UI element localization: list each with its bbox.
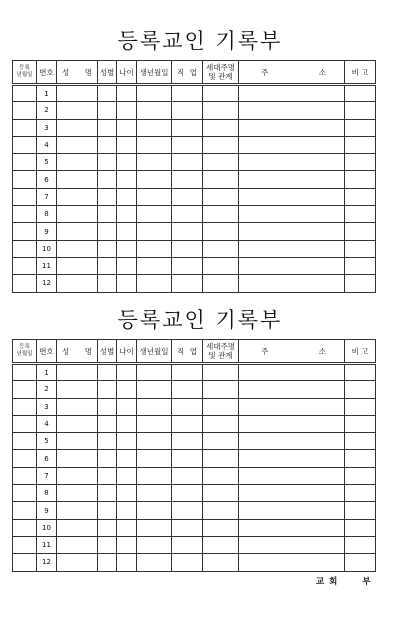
blank-cell bbox=[57, 171, 98, 188]
blank-cell bbox=[137, 364, 172, 381]
row-number: 8 bbox=[37, 485, 57, 502]
row-number: 1 bbox=[37, 364, 57, 381]
blank-cell bbox=[117, 85, 137, 102]
blank-cell bbox=[13, 85, 37, 102]
col-note: 비 고 bbox=[345, 340, 376, 364]
blank-cell bbox=[172, 188, 203, 205]
row-number: 3 bbox=[37, 398, 57, 415]
blank-cell bbox=[137, 519, 172, 536]
blank-cell bbox=[345, 536, 376, 553]
blank-cell bbox=[239, 519, 345, 536]
header-row bbox=[13, 61, 376, 85]
blank-cell bbox=[137, 467, 172, 484]
blank-cell bbox=[203, 467, 239, 484]
blank-cell bbox=[203, 223, 239, 240]
blank-cell bbox=[137, 206, 172, 223]
blank-cell bbox=[117, 188, 137, 205]
blank-cell bbox=[203, 257, 239, 274]
page-title: 등록교인 기록부 bbox=[117, 308, 283, 332]
blank-cell bbox=[172, 433, 203, 450]
col-address: 주 소 bbox=[239, 61, 345, 85]
blank-cell bbox=[345, 381, 376, 398]
blank-cell bbox=[345, 188, 376, 205]
row-number: 10 bbox=[37, 519, 57, 536]
blank-cell bbox=[57, 206, 98, 223]
col-number: 번호 bbox=[37, 340, 57, 364]
table-row bbox=[13, 467, 376, 484]
blank-cell bbox=[345, 450, 376, 467]
table-row bbox=[13, 257, 376, 274]
blank-cell bbox=[239, 171, 345, 188]
blank-cell bbox=[13, 554, 37, 571]
blank-cell bbox=[239, 433, 345, 450]
col-age: 나이 bbox=[117, 340, 137, 364]
blank-cell bbox=[13, 450, 37, 467]
blank-cell bbox=[13, 467, 37, 484]
blank-cell bbox=[98, 275, 117, 292]
blank-cell bbox=[57, 485, 98, 502]
blank-cell bbox=[239, 154, 345, 171]
blank-cell bbox=[239, 502, 345, 519]
blank-cell bbox=[117, 275, 137, 292]
table-row bbox=[13, 554, 376, 571]
blank-cell bbox=[13, 257, 37, 274]
blank-cell bbox=[172, 206, 203, 223]
blank-cell bbox=[57, 519, 98, 536]
blank-cell bbox=[172, 275, 203, 292]
blank-cell bbox=[98, 398, 117, 415]
table-row bbox=[13, 85, 376, 102]
col-registration-date: 등록 년월일 bbox=[13, 340, 37, 364]
blank-cell bbox=[13, 502, 37, 519]
blank-cell bbox=[172, 398, 203, 415]
blank-cell bbox=[203, 450, 239, 467]
blank-cell bbox=[137, 171, 172, 188]
blank-cell bbox=[172, 364, 203, 381]
blank-cell bbox=[137, 398, 172, 415]
blank-cell bbox=[239, 136, 345, 153]
blank-cell bbox=[13, 519, 37, 536]
blank-cell bbox=[98, 257, 117, 274]
blank-cell bbox=[137, 415, 172, 432]
blank-cell bbox=[239, 554, 345, 571]
blank-cell bbox=[239, 485, 345, 502]
blank-cell bbox=[345, 85, 376, 102]
blank-cell bbox=[57, 433, 98, 450]
blank-cell bbox=[13, 536, 37, 553]
blank-cell bbox=[239, 381, 345, 398]
blank-cell bbox=[172, 415, 203, 432]
blank-cell bbox=[345, 240, 376, 257]
col-gender: 성별 bbox=[98, 61, 117, 85]
blank-cell bbox=[57, 381, 98, 398]
blank-cell bbox=[117, 502, 137, 519]
blank-cell bbox=[203, 275, 239, 292]
register-table bbox=[12, 60, 376, 293]
blank-cell bbox=[203, 364, 239, 381]
blank-cell bbox=[98, 206, 117, 223]
table-row bbox=[13, 119, 376, 136]
blank-cell bbox=[137, 275, 172, 292]
blank-cell bbox=[13, 154, 37, 171]
blank-cell bbox=[203, 154, 239, 171]
blank-cell bbox=[203, 415, 239, 432]
table-row bbox=[13, 154, 376, 171]
row-number: 4 bbox=[37, 415, 57, 432]
blank-cell bbox=[98, 450, 117, 467]
blank-cell bbox=[57, 364, 98, 381]
blank-cell bbox=[117, 467, 137, 484]
blank-cell bbox=[13, 102, 37, 119]
blank-cell bbox=[203, 519, 239, 536]
blank-cell bbox=[137, 554, 172, 571]
col-occupation: 직 업 bbox=[172, 340, 203, 364]
row-number: 11 bbox=[37, 257, 57, 274]
blank-cell bbox=[13, 398, 37, 415]
blank-cell bbox=[57, 398, 98, 415]
blank-cell bbox=[13, 485, 37, 502]
blank-cell bbox=[203, 398, 239, 415]
blank-cell bbox=[172, 102, 203, 119]
blank-cell bbox=[137, 102, 172, 119]
table-row bbox=[13, 206, 376, 223]
col-note: 비 고 bbox=[345, 61, 376, 85]
table-row bbox=[13, 188, 376, 205]
blank-cell bbox=[57, 85, 98, 102]
col-number: 번호 bbox=[37, 61, 57, 85]
blank-cell bbox=[345, 257, 376, 274]
blank-cell bbox=[239, 364, 345, 381]
blank-cell bbox=[203, 85, 239, 102]
footer-suffix: 부 bbox=[362, 577, 372, 587]
blank-cell bbox=[98, 467, 117, 484]
blank-cell bbox=[117, 171, 137, 188]
blank-cell bbox=[172, 554, 203, 571]
blank-cell bbox=[117, 154, 137, 171]
row-number: 2 bbox=[37, 102, 57, 119]
blank-cell bbox=[172, 136, 203, 153]
blank-cell bbox=[117, 119, 137, 136]
blank-cell bbox=[57, 119, 98, 136]
col-age: 나이 bbox=[117, 61, 137, 85]
blank-cell bbox=[172, 119, 203, 136]
blank-cell bbox=[117, 364, 137, 381]
blank-cell bbox=[117, 536, 137, 553]
row-number: 11 bbox=[37, 536, 57, 553]
blank-cell bbox=[203, 381, 239, 398]
blank-cell bbox=[98, 485, 117, 502]
row-number: 12 bbox=[37, 554, 57, 571]
table-row bbox=[13, 519, 376, 536]
blank-cell bbox=[117, 257, 137, 274]
blank-cell bbox=[172, 85, 203, 102]
row-number: 6 bbox=[37, 171, 57, 188]
table-row bbox=[13, 223, 376, 240]
blank-cell bbox=[117, 240, 137, 257]
blank-cell bbox=[345, 223, 376, 240]
blank-cell bbox=[345, 398, 376, 415]
blank-cell bbox=[57, 415, 98, 432]
blank-cell bbox=[13, 206, 37, 223]
blank-cell bbox=[345, 154, 376, 171]
blank-cell bbox=[98, 119, 117, 136]
blank-cell bbox=[98, 502, 117, 519]
blank-cell bbox=[13, 415, 37, 432]
header-row bbox=[13, 340, 376, 364]
blank-cell bbox=[117, 485, 137, 502]
blank-cell bbox=[239, 398, 345, 415]
blank-cell bbox=[117, 450, 137, 467]
blank-cell bbox=[172, 223, 203, 240]
table-row bbox=[13, 485, 376, 502]
blank-cell bbox=[172, 536, 203, 553]
blank-cell bbox=[57, 502, 98, 519]
blank-cell bbox=[239, 467, 345, 484]
blank-cell bbox=[172, 519, 203, 536]
row-number: 6 bbox=[37, 450, 57, 467]
blank-cell bbox=[117, 136, 137, 153]
row-number: 4 bbox=[37, 136, 57, 153]
blank-cell bbox=[172, 502, 203, 519]
blank-cell bbox=[137, 536, 172, 553]
blank-cell bbox=[203, 536, 239, 553]
table-row bbox=[13, 381, 376, 398]
footer-church-label: 교 회 bbox=[316, 577, 339, 587]
blank-cell bbox=[57, 536, 98, 553]
table-row bbox=[13, 136, 376, 153]
blank-cell bbox=[57, 554, 98, 571]
row-number: 2 bbox=[37, 381, 57, 398]
blank-cell bbox=[172, 171, 203, 188]
blank-cell bbox=[98, 240, 117, 257]
blank-cell bbox=[172, 450, 203, 467]
table-row bbox=[13, 536, 376, 553]
register-table bbox=[12, 339, 376, 572]
blank-cell bbox=[172, 240, 203, 257]
blank-cell bbox=[57, 154, 98, 171]
blank-cell bbox=[57, 136, 98, 153]
blank-cell bbox=[172, 381, 203, 398]
blank-cell bbox=[239, 415, 345, 432]
blank-cell bbox=[137, 257, 172, 274]
blank-cell bbox=[345, 554, 376, 571]
blank-cell bbox=[345, 433, 376, 450]
blank-cell bbox=[203, 206, 239, 223]
blank-cell bbox=[13, 364, 37, 381]
blank-cell bbox=[137, 188, 172, 205]
blank-cell bbox=[345, 485, 376, 502]
col-registration-date: 등록 년월일 bbox=[13, 61, 37, 85]
col-address: 주 소 bbox=[239, 340, 345, 364]
blank-cell bbox=[13, 433, 37, 450]
blank-cell bbox=[239, 85, 345, 102]
row-number: 9 bbox=[37, 223, 57, 240]
blank-cell bbox=[13, 381, 37, 398]
blank-cell bbox=[57, 102, 98, 119]
blank-cell bbox=[172, 467, 203, 484]
blank-cell bbox=[98, 136, 117, 153]
blank-cell bbox=[203, 136, 239, 153]
row-number: 10 bbox=[37, 240, 57, 257]
row-number: 8 bbox=[37, 206, 57, 223]
blank-cell bbox=[172, 154, 203, 171]
blank-cell bbox=[137, 223, 172, 240]
blank-cell bbox=[57, 223, 98, 240]
col-name: 성 명 bbox=[57, 340, 98, 364]
table-row bbox=[13, 364, 376, 381]
blank-cell bbox=[57, 275, 98, 292]
blank-cell bbox=[137, 136, 172, 153]
blank-cell bbox=[203, 171, 239, 188]
blank-cell bbox=[98, 433, 117, 450]
blank-cell bbox=[98, 154, 117, 171]
table-row bbox=[13, 240, 376, 257]
blank-cell bbox=[203, 188, 239, 205]
blank-cell bbox=[98, 415, 117, 432]
blank-cell bbox=[203, 554, 239, 571]
blank-cell bbox=[117, 433, 137, 450]
blank-cell bbox=[239, 536, 345, 553]
col-household-head: 세대주명 및 관계 bbox=[203, 61, 239, 85]
blank-cell bbox=[98, 536, 117, 553]
blank-cell bbox=[13, 136, 37, 153]
blank-cell bbox=[117, 415, 137, 432]
blank-cell bbox=[203, 433, 239, 450]
blank-cell bbox=[345, 502, 376, 519]
table-row bbox=[13, 433, 376, 450]
blank-cell bbox=[117, 206, 137, 223]
blank-cell bbox=[345, 206, 376, 223]
blank-cell bbox=[239, 275, 345, 292]
blank-cell bbox=[13, 188, 37, 205]
blank-cell bbox=[239, 188, 345, 205]
blank-cell bbox=[137, 381, 172, 398]
blank-cell bbox=[345, 171, 376, 188]
table-row bbox=[13, 398, 376, 415]
blank-cell bbox=[117, 381, 137, 398]
blank-cell bbox=[345, 467, 376, 484]
blank-cell bbox=[239, 240, 345, 257]
blank-cell bbox=[13, 171, 37, 188]
blank-cell bbox=[98, 519, 117, 536]
blank-cell bbox=[239, 223, 345, 240]
blank-cell bbox=[239, 119, 345, 136]
col-birthdate: 생년월일 bbox=[137, 340, 172, 364]
blank-cell bbox=[345, 364, 376, 381]
blank-cell bbox=[203, 240, 239, 257]
blank-cell bbox=[98, 102, 117, 119]
table-row bbox=[13, 102, 376, 119]
blank-cell bbox=[137, 433, 172, 450]
blank-cell bbox=[239, 450, 345, 467]
blank-cell bbox=[117, 398, 137, 415]
blank-cell bbox=[345, 519, 376, 536]
table-row bbox=[13, 171, 376, 188]
blank-cell bbox=[57, 450, 98, 467]
row-number: 9 bbox=[37, 502, 57, 519]
blank-cell bbox=[137, 502, 172, 519]
row-number: 12 bbox=[37, 275, 57, 292]
blank-cell bbox=[13, 275, 37, 292]
row-number: 5 bbox=[37, 154, 57, 171]
blank-cell bbox=[239, 206, 345, 223]
row-number: 3 bbox=[37, 119, 57, 136]
blank-cell bbox=[98, 188, 117, 205]
blank-cell bbox=[13, 119, 37, 136]
blank-cell bbox=[98, 223, 117, 240]
blank-cell bbox=[137, 154, 172, 171]
blank-cell bbox=[345, 136, 376, 153]
blank-cell bbox=[98, 554, 117, 571]
blank-cell bbox=[203, 485, 239, 502]
blank-cell bbox=[137, 85, 172, 102]
blank-cell bbox=[13, 223, 37, 240]
col-name: 성 명 bbox=[57, 61, 98, 85]
col-birthdate: 생년월일 bbox=[137, 61, 172, 85]
row-number: 5 bbox=[37, 433, 57, 450]
blank-cell bbox=[117, 554, 137, 571]
table-row bbox=[13, 502, 376, 519]
blank-cell bbox=[57, 467, 98, 484]
blank-cell bbox=[172, 257, 203, 274]
table-row bbox=[13, 450, 376, 467]
blank-cell bbox=[117, 102, 137, 119]
row-number: 7 bbox=[37, 467, 57, 484]
blank-cell bbox=[57, 257, 98, 274]
blank-cell bbox=[239, 257, 345, 274]
blank-cell bbox=[13, 240, 37, 257]
row-number: 1 bbox=[37, 85, 57, 102]
row-number: 7 bbox=[37, 188, 57, 205]
blank-cell bbox=[345, 102, 376, 119]
blank-cell bbox=[172, 485, 203, 502]
blank-cell bbox=[137, 119, 172, 136]
church-footer bbox=[316, 575, 372, 587]
blank-cell bbox=[203, 119, 239, 136]
col-gender: 성별 bbox=[98, 340, 117, 364]
blank-cell bbox=[117, 223, 137, 240]
col-household-head: 세대주명 및 관계 bbox=[203, 340, 239, 364]
blank-cell bbox=[137, 485, 172, 502]
blank-cell bbox=[203, 502, 239, 519]
blank-cell bbox=[57, 240, 98, 257]
table-row bbox=[13, 275, 376, 292]
blank-cell bbox=[239, 102, 345, 119]
blank-cell bbox=[345, 415, 376, 432]
blank-cell bbox=[98, 381, 117, 398]
blank-cell bbox=[57, 188, 98, 205]
blank-cell bbox=[98, 364, 117, 381]
blank-cell bbox=[117, 519, 137, 536]
blank-cell bbox=[203, 102, 239, 119]
blank-cell bbox=[137, 240, 172, 257]
blank-cell bbox=[345, 119, 376, 136]
table-row bbox=[13, 415, 376, 432]
blank-cell bbox=[98, 171, 117, 188]
col-occupation: 직 업 bbox=[172, 61, 203, 85]
blank-cell bbox=[98, 85, 117, 102]
page-title: 등록교인 기록부 bbox=[117, 29, 283, 53]
blank-cell bbox=[137, 450, 172, 467]
blank-cell bbox=[345, 275, 376, 292]
